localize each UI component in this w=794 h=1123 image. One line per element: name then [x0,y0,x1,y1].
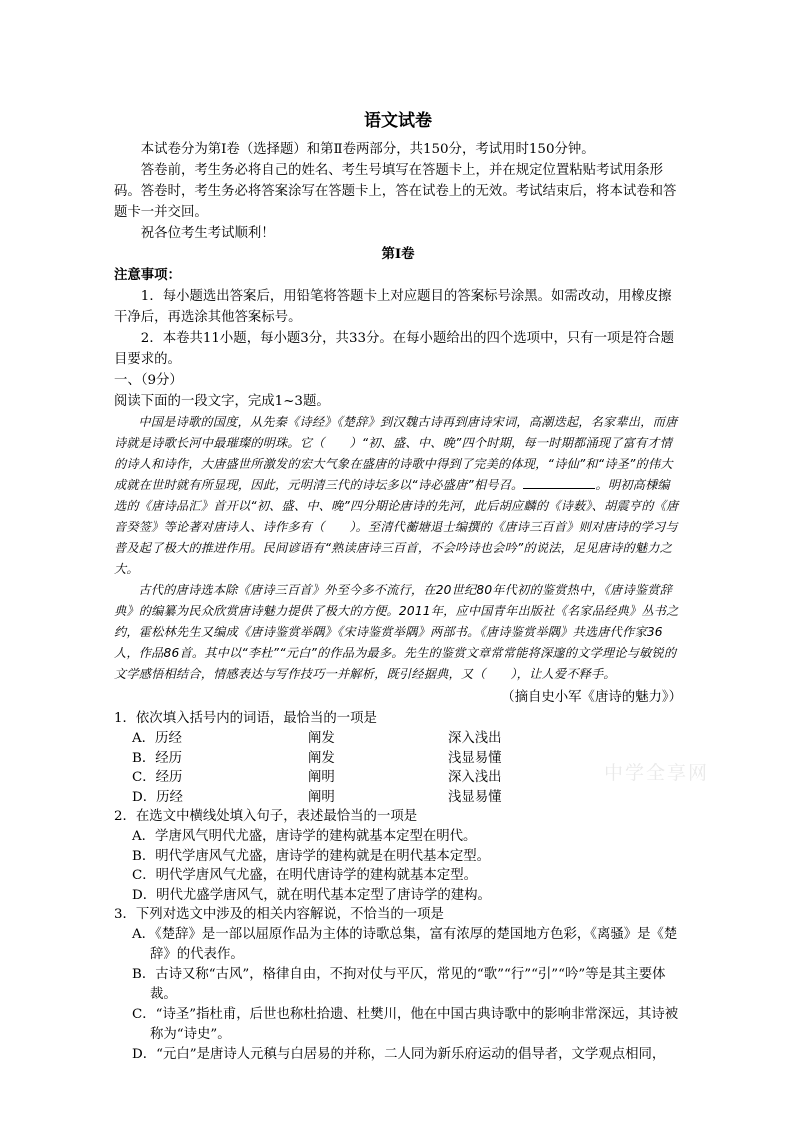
option-word-3: 浅显易懂 [448,789,502,805]
notice-label: 注意事项： [114,267,181,283]
exam-page [114,96,682,1065]
passage-source: （摘自史小军《唐诗的魅力》） [501,690,682,705]
question-3-option-d: D．“元白”是唐诗人元稹与白居易的并称，二人同为新乐府运动的倡导者，文学观点相同， [132,1047,666,1062]
option-word-3: 浅显易懂 [448,750,502,766]
intro-paragraph-3: 祝各位考生考试顺利！ [140,226,275,241]
option-word-2: 阐发 [308,731,335,746]
question-2-option-d: D．明代尤盛学唐风气，就在明代基本定型了唐诗学的建构。 [132,887,491,903]
part-label: 一、（9分） [114,373,183,388]
question-2-stem: 2．在选文中横线处填入句子，表述最恰当的一项是 [114,809,418,824]
option-word-3: 深入浅出 [448,770,502,785]
question-2-option-a: A．学唐风气明代尤盛，唐诗学的建构就基本定型在明代。 [132,829,477,844]
option-word-3: 深入浅出 [448,731,502,746]
option-word-2: 阐明 [308,770,335,785]
passage-text-1a: 中国是诗歌的国度，从先秦《诗经》《楚辞》到汉魏古诗再到唐诗宋词，高潮迭起，名家辈出，而唐诗就是诗歌长河中最璀璨的明珠。它（ ）“初、盛、中、晚”四个时期，每一时期都涌现了富有才情的诗人和诗作，大唐盛世所激发的宏大气象在盛唐的诗歌中得到了完美的体现，“诗仙”和“诗圣”的伟大成就在世时就有所显现，因此，元明清三代的诗坛多以“诗必盛唐”相号召。 [114,415,678,492]
notice-item-2: 2．本卷共11小题，每小题3分，共33分。在每小题给出的四个选项中，只有一项是符合题目要求的。 [114,331,674,367]
fill-blank-line [523,476,595,489]
question-3-option-c: C．“诗圣”指杜甫，后世也称杜拾遗、杜樊川，他在中国古典诗歌中的影响非常深远，其诗被称为“诗史”。 [132,1007,679,1042]
option-word-2: 阐发 [308,750,335,766]
section-title: 第Ⅰ卷 [381,246,415,262]
option-word-1: A．历经 [132,731,182,746]
passage-paragraph-2: 古代的唐诗选本除《唐诗三百首》外至今多不流行，在20世纪80年代初的鉴赏热中，《唐诗鉴赏辞典》的编纂为民众欣赏唐诗魅力提供了极大的方便。2011年，应中国青年出版社《名家品经典》丛书之约，霍松林先生又编成《唐诗鉴赏举隅》《宋诗鉴赏举隅》两部书。《唐诗鉴赏举隅》共选唐代作家36人，作品86首。其中以“李杜”“元白”的作品为最多。先生的鉴赏文章常常能将深邃的文学理论与敏锐的文学感悟相结合，情感表达与写作技巧一并解析，既引经据典，又（ ），让人爱不释手。 [114,583,679,681]
question-2-option-b: B．明代学唐风气尤盛，唐诗学的建构就是在明代基本定型。 [132,848,490,864]
option-word-1: C．经历 [132,770,183,785]
option-word-2: 阐明 [308,789,335,805]
option-word-1: D．历经 [132,789,183,805]
intro-paragraph-1: 本试卷分为第Ⅰ卷（选择题）和第Ⅱ卷两部分，共150分，考试用时150分钟。 [140,142,595,157]
question-1-option-c [114,768,682,788]
question-3-stem: 3．下列对选文中涉及的相关内容解说，不恰当的一项是 [114,907,444,922]
question-1-option-a [114,729,682,749]
watermark: 中学全享网 [604,762,710,784]
passage-paragraph-1 [114,412,682,580]
question-3-option-a: A．《楚辞》是一部以屈原作品为主体的诗歌总集，富有浓厚的楚国地方色彩，《离骚》是《楚辞》的代表作。 [132,927,678,962]
passage-text-1b: 。明初高棅编选的《唐诗品汇》首开以“初、盛、中、晚”四分期论唐诗的先河，此后胡应麟的《诗薮》、胡震亨的《唐音癸签》等论著对唐诗人、诗作多有（ ）。至清代蘅塘退士编撰的《唐诗三百首》则对唐诗的学习与普及起了极大的推进作用。民间谚语有“熟读唐诗三百首，不会吟诗也会吟”的说法，足见唐诗的魅力之大。 [114,478,679,576]
question-1-stem: 1．依次填入括号内的词语，最恰当的一项是 [114,711,377,726]
page-title: 语文试卷 [364,111,432,131]
question-2-option-c: C．明代学唐风气尤盛，在明代唐诗学的建构就基本定型。 [132,868,478,883]
question-1-option-b [114,749,682,769]
intro-paragraph-2: 答卷前，考生务必将自己的姓名、考生号填写在答题卡上，并在规定位置粘贴考试用条形码。答卷时，考生务必将答案涂写在答题卡上，答在试卷上的无效。考试结束后，将本试卷和答题卡一并交回。 [114,163,677,220]
read-instruction: 阅读下面的一段文字，完成1~3题。 [114,394,330,409]
option-word-1: B．经历 [132,750,183,766]
question-3-option-b: B．古诗又称“古风”，格律自由，不拘对仗与平仄，常见的“歌”“行”“引”“吟”等是其主要体裁。 [132,967,666,1002]
notice-item-1: 1．每小题选出答案后，用铅笔将答题卡上对应题目的答案标号涂黑。如需改动，用橡皮擦干净后，再选涂其他答案标号。 [114,289,672,325]
question-1-option-d [114,788,682,808]
